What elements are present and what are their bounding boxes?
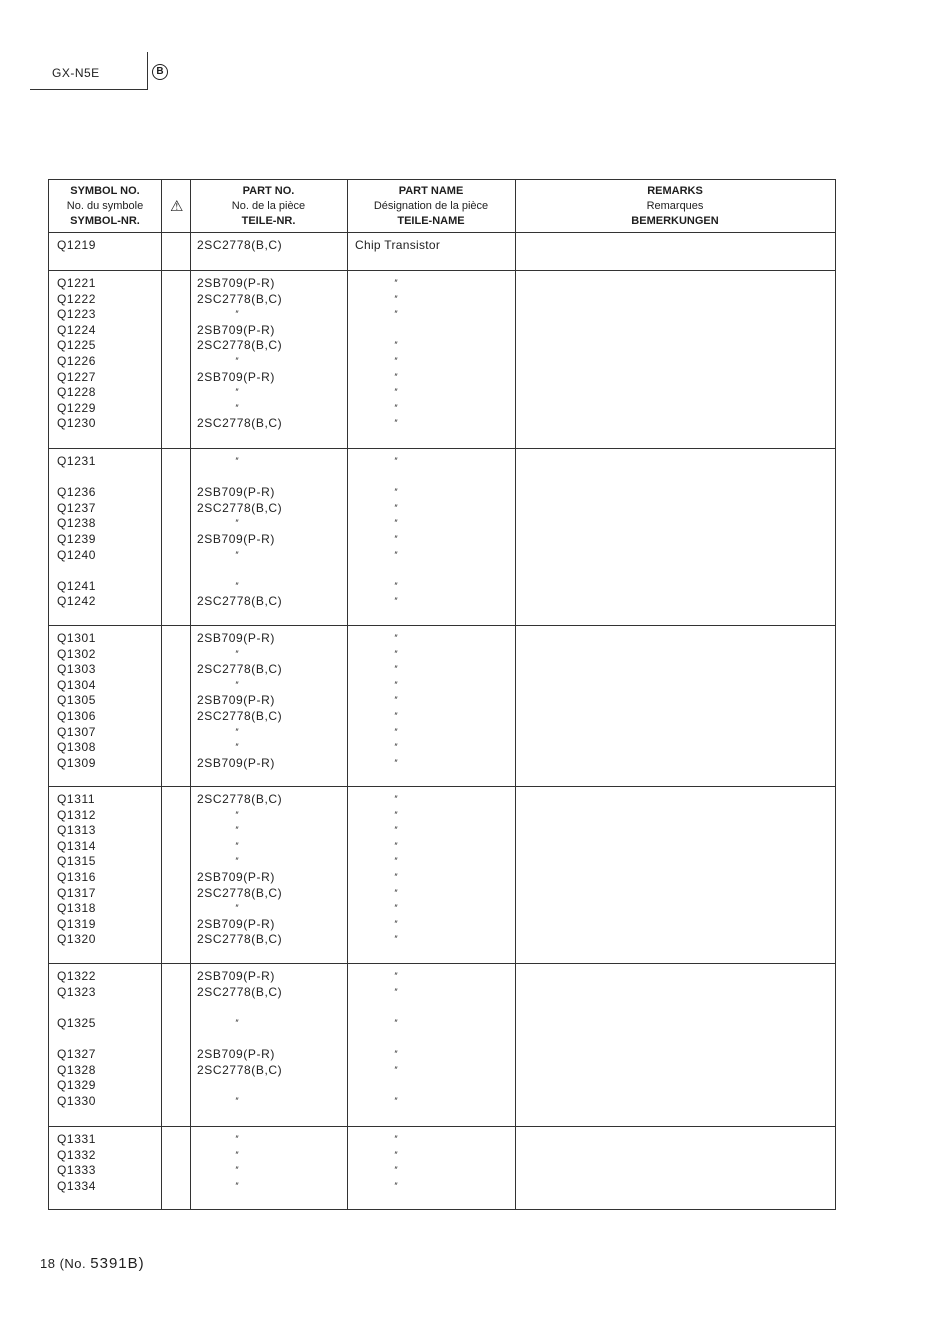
part-no-cell: 2SB709(P-R) (197, 916, 275, 931)
part-no-cell: 2SC2778(B,C) (197, 416, 283, 431)
column-divider (161, 180, 162, 1209)
symbol-no-cell: Q1322 (57, 969, 97, 983)
part-name-cell: ″ (394, 903, 398, 914)
part-no-cell: ″ (235, 1149, 239, 1160)
part-name-cell: ″ (394, 633, 398, 643)
part-name-cell: ″ (394, 1064, 398, 1075)
page-footer: 18 (No. 5391B) (40, 1255, 145, 1272)
symbol-no-cell: Q1228 (57, 385, 97, 400)
part-no-cell: ″ (235, 1134, 239, 1144)
symbol-no-cell: Q1309 (57, 755, 97, 770)
symbol-no-cell: Q1334 (57, 1178, 97, 1193)
part-name-cell: ″ (394, 580, 398, 591)
part-name-cell: ″ (394, 887, 398, 898)
part-name-cell: ″ (394, 856, 398, 867)
group-separator (49, 270, 835, 271)
part-name-cell: ″ (394, 840, 398, 851)
part-no-cell: ″ (235, 809, 239, 820)
symbol-no-cell: Q1303 (57, 662, 97, 677)
part-no-cell: 2SB709(P-R) (197, 369, 275, 384)
region-badge: B (152, 64, 168, 80)
symbol-no-cell: Q1226 (57, 354, 97, 368)
part-no-cell: ″ (235, 679, 239, 690)
symbol-no-cell: Q1308 (57, 740, 97, 755)
symbol-no-cell: Q1325 (57, 1015, 97, 1030)
symbol-no-cell: Q1242 (57, 594, 97, 609)
symbol-no-cell: Q1315 (57, 854, 97, 869)
part-name-cell: ″ (394, 1134, 398, 1144)
part-no-cell: 2SC2778(B,C) (197, 338, 283, 353)
symbol-no-cell: Q1332 (57, 1147, 97, 1162)
header-divider (147, 52, 148, 90)
part-no-cell: ″ (235, 856, 239, 867)
symbol-no-cell: Q1222 (57, 291, 97, 306)
part-name-cell: ″ (394, 825, 398, 836)
part-name-cell: ″ (394, 971, 398, 981)
part-name-cell: ″ (394, 456, 398, 466)
column-header-symbol: SYMBOL NO. No. du symbole SYMBOL-NR. (66, 184, 144, 227)
part-no-cell: 2SB709(P-R) (197, 1047, 275, 1061)
part-name-cell: ″ (394, 518, 398, 529)
part-no-cell: ″ (235, 580, 239, 591)
part-name-cell: ″ (394, 1149, 398, 1160)
part-name-cell: ″ (394, 534, 398, 544)
part-name-cell: ″ (394, 872, 398, 882)
part-no-cell: ″ (235, 549, 239, 560)
part-name-cell: ″ (394, 695, 398, 706)
part-no-cell: ″ (235, 1180, 239, 1191)
column-header-remarks: REMARKS Remarques BEMERKUNGEN (631, 184, 719, 227)
symbol-no-cell: Q1319 (57, 916, 97, 931)
symbol-no-cell: Q1323 (57, 984, 97, 999)
part-no-cell: ″ (235, 1017, 239, 1028)
group-separator (49, 625, 835, 626)
symbol-no-cell: Q1307 (57, 724, 97, 739)
part-no-cell: 2SC2778(B,C) (197, 594, 283, 609)
symbol-no-cell: Q1241 (57, 578, 97, 593)
group-separator (49, 786, 835, 787)
part-no-cell: 2SB709(P-R) (197, 276, 275, 290)
symbol-no-cell: Q1305 (57, 693, 97, 708)
symbol-no-cell: Q1237 (57, 500, 97, 515)
part-name-cell: ″ (394, 596, 398, 607)
part-no-cell: 2SC2778(B,C) (197, 932, 283, 947)
part-name-cell: ″ (394, 742, 398, 753)
symbol-no-cell: Q1318 (57, 901, 97, 916)
symbol-no-cell: Q1316 (57, 870, 97, 884)
part-no-cell: 2SC2778(B,C) (197, 709, 283, 723)
part-no-cell: 2SC2778(B,C) (197, 500, 283, 515)
part-name-cell: ″ (394, 1049, 398, 1059)
column-divider (347, 180, 348, 1209)
part-name-cell: ″ (394, 402, 398, 413)
part-name-cell: ″ (394, 1165, 398, 1176)
part-no-cell: 2SB709(P-R) (197, 485, 275, 500)
group-separator (49, 1126, 835, 1127)
part-no-cell: ″ (235, 456, 239, 466)
part-name-cell: ″ (394, 418, 398, 429)
header-underline (30, 89, 147, 90)
model-number: GX-N5E (52, 66, 100, 80)
symbol-no-cell: Q1238 (57, 516, 97, 531)
symbol-no-cell: Q1231 (57, 454, 97, 468)
part-name-cell: ″ (394, 502, 398, 513)
part-no-cell: 2SC2778(B,C) (197, 1062, 283, 1077)
part-no-cell: ″ (235, 840, 239, 851)
symbol-no-cell: Q1225 (57, 338, 97, 353)
part-no-cell: 2SB709(P-R) (197, 755, 275, 770)
symbol-no-cell: Q1314 (57, 838, 97, 853)
part-no-cell: 2SC2778(B,C) (197, 984, 283, 999)
part-name-cell: ″ (394, 986, 398, 997)
part-no-cell: 2SC2778(B,C) (197, 291, 283, 306)
part-name-cell: ″ (394, 918, 398, 929)
part-name-cell: Chip Transistor (355, 238, 441, 252)
symbol-no-cell: Q1219 (57, 238, 97, 252)
part-name-cell: ″ (394, 340, 398, 351)
column-header-part-no: PART NO. No. de la pièce TEILE-NR. (231, 184, 306, 227)
symbol-no-cell: Q1221 (57, 276, 97, 290)
part-no-cell: ″ (235, 648, 239, 659)
parts-table (48, 179, 836, 1210)
symbol-no-cell: Q1301 (57, 631, 97, 645)
part-name-cell: ″ (394, 726, 398, 737)
part-no-cell: 2SB709(P-R) (197, 693, 275, 708)
symbol-no-cell: Q1311 (57, 792, 96, 806)
header-separator (49, 232, 835, 233)
symbol-no-cell: Q1230 (57, 416, 97, 431)
part-no-cell: ″ (235, 1165, 239, 1176)
column-header-part-name: PART NAME Désignation de la pièce TEILE-NAME (373, 184, 489, 227)
symbol-no-cell: Q1312 (57, 807, 97, 822)
symbol-no-cell: Q1224 (57, 322, 97, 337)
part-no-cell: ″ (235, 309, 239, 320)
column-divider (515, 180, 516, 1209)
part-name-cell: ″ (394, 549, 398, 560)
group-separator (49, 448, 835, 449)
symbol-no-cell: Q1328 (57, 1062, 97, 1077)
part-name-cell: ″ (394, 278, 398, 288)
symbol-no-cell: Q1223 (57, 307, 97, 322)
symbol-no-cell: Q1239 (57, 532, 97, 546)
symbol-no-cell: Q1317 (57, 885, 97, 900)
part-name-cell: ″ (394, 934, 398, 945)
part-name-cell: ″ (394, 371, 398, 382)
symbol-no-cell: Q1313 (57, 823, 97, 838)
symbol-no-cell: Q1236 (57, 485, 97, 500)
group-separator (49, 963, 835, 964)
part-name-cell: ″ (394, 794, 398, 804)
symbol-no-cell: Q1229 (57, 400, 97, 415)
part-name-cell: ″ (394, 648, 398, 659)
part-name-cell: ″ (394, 309, 398, 320)
part-no-cell: 2SC2778(B,C) (197, 885, 283, 900)
part-name-cell: ″ (394, 293, 398, 304)
part-no-cell: ″ (235, 387, 239, 398)
part-no-cell: ″ (235, 1095, 239, 1106)
part-name-cell: ″ (394, 757, 398, 768)
part-no-cell: 2SB709(P-R) (197, 969, 275, 983)
symbol-no-cell: Q1304 (57, 677, 97, 692)
part-no-cell: ″ (235, 402, 239, 413)
symbol-no-cell: Q1302 (57, 646, 97, 661)
part-no-cell: 2SB709(P-R) (197, 631, 275, 645)
part-no-cell: ″ (235, 356, 239, 366)
part-name-cell: ″ (394, 387, 398, 398)
symbol-no-cell: Q1227 (57, 369, 97, 384)
part-name-cell: ″ (394, 487, 398, 498)
part-name-cell: ″ (394, 1180, 398, 1191)
symbol-no-cell: Q1327 (57, 1047, 97, 1061)
symbol-no-cell: Q1329 (57, 1078, 97, 1093)
part-no-cell: 2SC2778(B,C) (197, 792, 283, 806)
symbol-no-cell: Q1306 (57, 709, 97, 723)
warning-triangle-icon: ⚠ (170, 198, 184, 215)
symbol-no-cell: Q1330 (57, 1093, 97, 1108)
symbol-no-cell: Q1320 (57, 932, 97, 947)
symbol-no-cell: Q1240 (57, 547, 97, 562)
part-name-cell: ″ (394, 809, 398, 820)
column-divider (190, 180, 191, 1209)
part-name-cell: ″ (394, 1095, 398, 1106)
part-name-cell: ″ (394, 664, 398, 675)
part-no-cell: 2SB709(P-R) (197, 322, 275, 337)
part-no-cell: ″ (235, 518, 239, 529)
symbol-no-cell: Q1333 (57, 1163, 97, 1178)
part-no-cell: 2SC2778(B,C) (197, 238, 283, 252)
part-no-cell: ″ (235, 903, 239, 914)
part-name-cell: ″ (394, 711, 398, 721)
part-name-cell: ″ (394, 1017, 398, 1028)
part-no-cell: 2SB709(P-R) (197, 870, 275, 884)
part-no-cell: 2SB709(P-R) (197, 532, 275, 546)
part-name-cell: ″ (394, 679, 398, 690)
part-no-cell: ″ (235, 726, 239, 737)
part-no-cell: ″ (235, 742, 239, 753)
part-no-cell: 2SC2778(B,C) (197, 662, 283, 677)
part-no-cell: ″ (235, 825, 239, 836)
symbol-no-cell: Q1331 (57, 1132, 97, 1146)
part-name-cell: ″ (394, 356, 398, 366)
